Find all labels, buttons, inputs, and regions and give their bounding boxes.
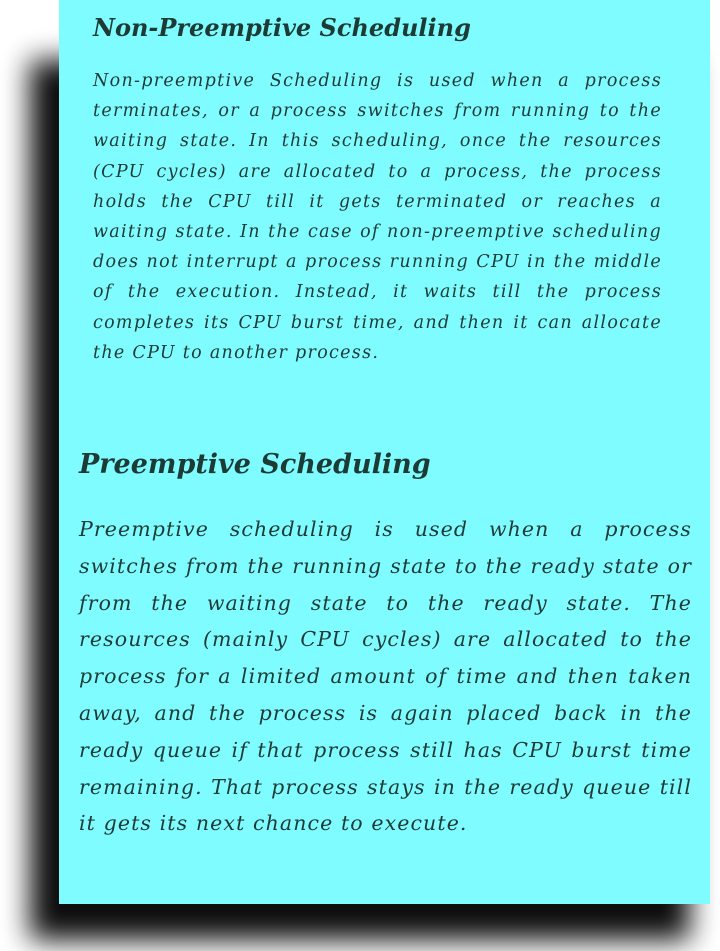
non-preemptive-heading: Non-Preemptive Scheduling — [93, 13, 471, 42]
preemptive-heading: Preemptive Scheduling — [79, 449, 431, 480]
non-preemptive-section — [93, 12, 662, 368]
preemptive-paragraph: Preemptive scheduling is used when a process switches from the running state to the ready state or from the waiting state to the ready state. The resources (mainly CPU cycles) are allocated to the process for a limited amount of time and then taken away, and the process is again placed back in the ready queue if that process still has CPU burst time remaining. That process stays in the ready queue till it gets its next chance to execute. — [79, 517, 692, 836]
content-card — [59, 0, 710, 904]
preemptive-section — [79, 447, 692, 842]
non-preemptive-paragraph: Non-preemptive Scheduling is used when a process terminates, or a process switches from running to the waiting state. In this scheduling, once the resources (CPU cycles) are allocated to a process, the process holds the CPU till it gets terminated or reaches a waiting state. In the case of non-preemptive scheduling does not interrupt a process running CPU in the middle of the execution. Instead, it waits till the process completes its CPU burst time, and then it can allocate the CPU to another process. — [93, 71, 662, 363]
